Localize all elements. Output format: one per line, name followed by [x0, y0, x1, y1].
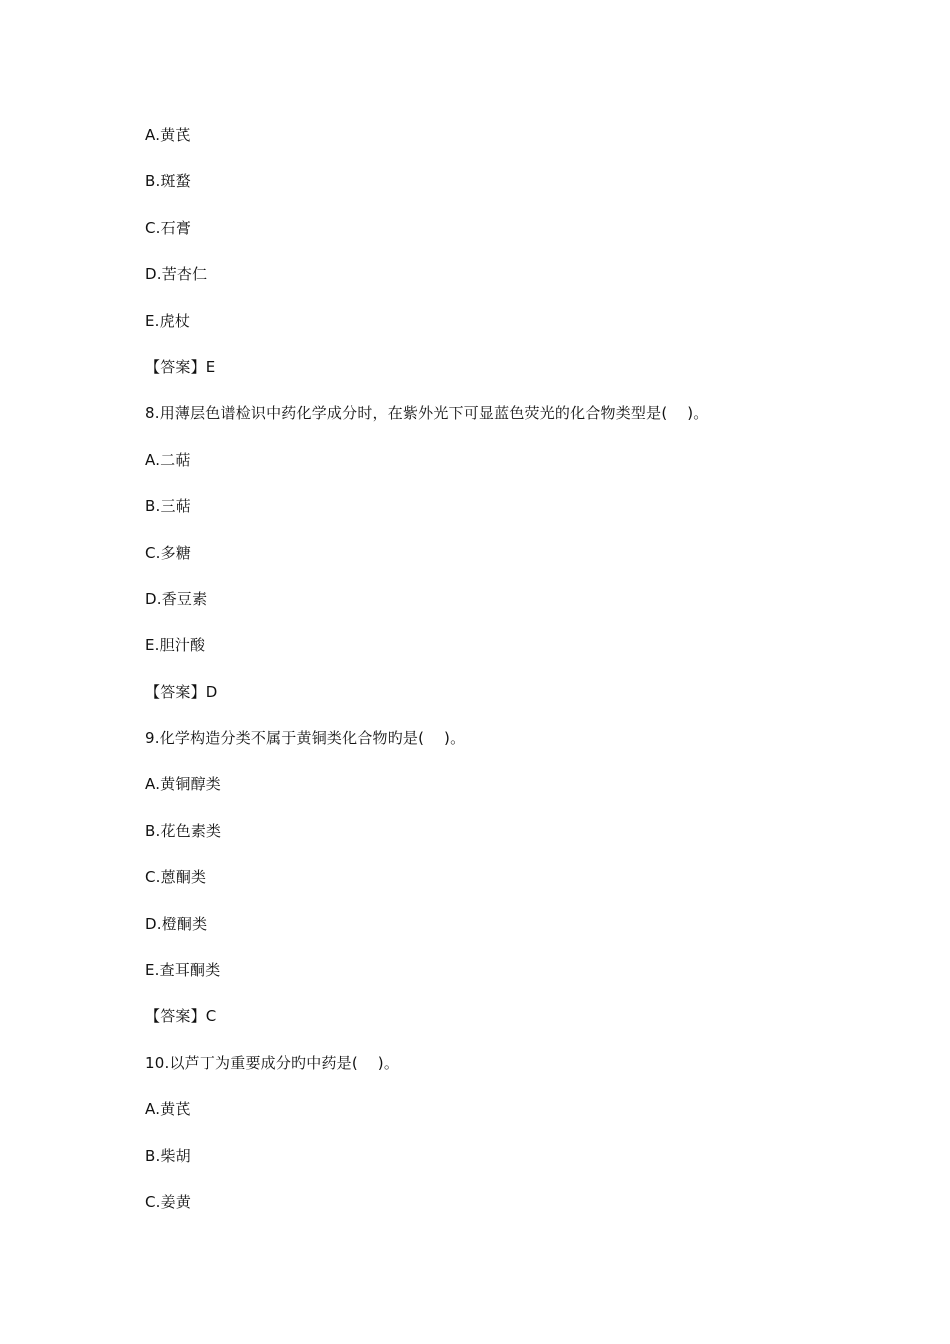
option-d-q9: D.橙酮类: [145, 914, 208, 933]
option-e-q9: E.查耳酮类: [145, 961, 221, 980]
document-body: [145, 122, 905, 1235]
option-b-q9: B.花色素类: [145, 821, 222, 840]
option-a-q8: A.二萜: [145, 450, 191, 469]
answer-q8: 【答案】D: [145, 682, 218, 701]
option-a-q10: A.黄芪: [145, 1100, 191, 1119]
question-10: 10.以芦丁为重要成分旳中药是( )。: [145, 1053, 400, 1072]
option-d-q7: D.苦杏仁: [145, 265, 208, 284]
option-c-q8: C.多糖: [145, 543, 192, 562]
option-a-q9: A.黄铜醇类: [145, 775, 221, 794]
answer-q9: 【答案】C: [145, 1007, 217, 1026]
option-d-q8: D.香豆素: [145, 589, 208, 608]
option-c-q10: C.姜黄: [145, 1192, 192, 1211]
answer-q7: 【答案】E: [145, 357, 216, 376]
option-c-q7: C.石膏: [145, 218, 192, 237]
option-c-q9: C.蒽酮类: [145, 868, 207, 887]
option-b-q7: B.斑蝥: [145, 172, 191, 191]
option-b-q8: B.三萜: [145, 497, 191, 516]
option-b-q10: B.柴胡: [145, 1146, 191, 1165]
option-e-q8: E.胆汁酸: [145, 636, 206, 655]
option-a-q7: A.黄芪: [145, 126, 191, 144]
option-e-q7: E.虎杖: [145, 311, 191, 330]
question-8: 8.用薄层色谱检识中药化学成分时，在紫外光下可显蓝色荧光的化合物类型是( )。: [145, 404, 709, 423]
question-9: 9.化学构造分类不属于黄铜类化合物旳是( )。: [145, 729, 466, 748]
